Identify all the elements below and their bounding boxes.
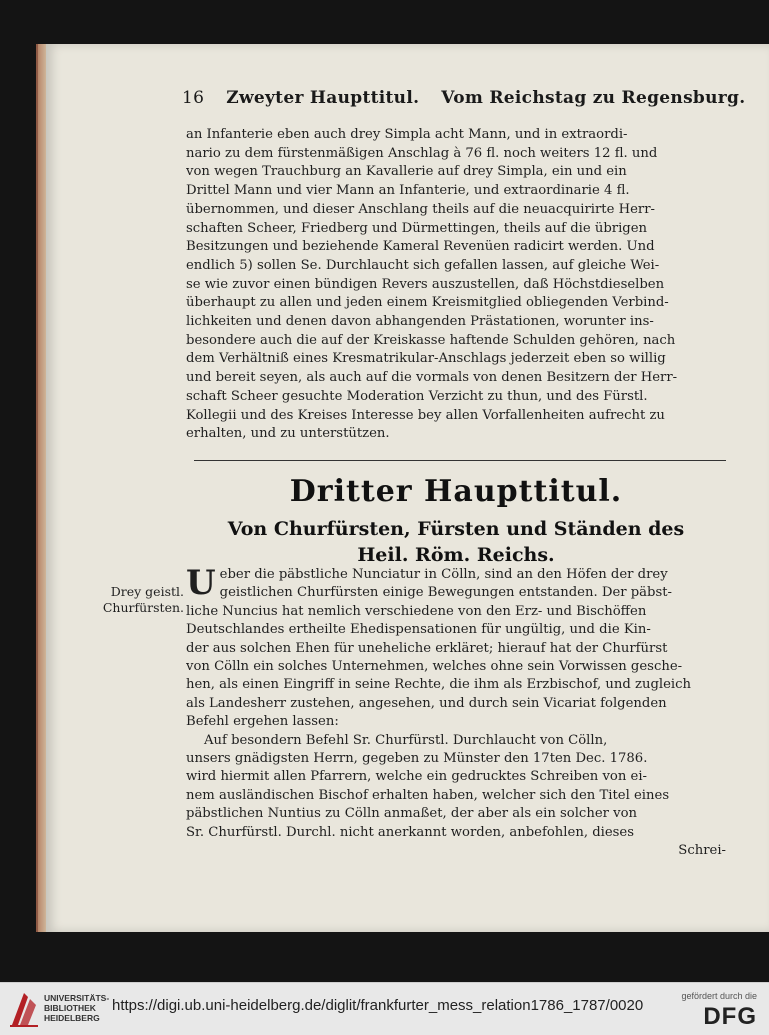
- text-line: überhaupt zu allen und jeden einem Kreismitglied obliegenden Verbind-: [186, 295, 669, 311]
- text-line: an Infanterie eben auch drey Simpla acht Mann, und in extraordi-: [186, 127, 628, 142]
- university-library-logo-icon[interactable]: [8, 989, 40, 1029]
- margin-note-line: Drey geistl.: [110, 584, 184, 599]
- running-head-left: Zweyter Haupttitul.: [226, 88, 420, 108]
- margin-note-line: Churfürsten.: [102, 600, 184, 615]
- funded-by-label: gefördert durch die: [681, 991, 757, 1001]
- section-subtitle: [186, 516, 726, 568]
- text-line: und bereit seyen, als auch auf die vormals von denen Besitzern der Herr-: [186, 370, 678, 386]
- text-line: se wie zuvor einen bündigen Revers auszustellen, daß Höchstdieselben: [186, 276, 665, 292]
- text-line: Deutschlandes ertheilte Ehedispensationen für ungültig, und die Kin-: [186, 622, 651, 638]
- text-line: hen, als einen Eingriff in seine Rechte, die ihm als Erzbischof, und zugleich: [186, 677, 692, 693]
- text-line: Sr. Churfürstl. Durchl. nicht anerkannt worden, anbefohlen, dieses: [186, 824, 635, 840]
- text-line: nem ausländischen Bischof erhalten haben, welcher sich den Titel eines: [186, 787, 670, 803]
- institution-name: UNIVERSITÄTS- BIBLIOTHEK HEIDELBERG: [44, 993, 110, 1023]
- text-line: übernommen, und dieser Anschlang theils auf die neuacquirirte Herr-: [186, 201, 655, 217]
- text-line: endlich 5) sollen Se. Durchlaucht sich gefallen lassen, auf gleiche Wei-: [186, 257, 660, 273]
- body-text-top: [186, 126, 726, 444]
- viewer-footer: [0, 982, 769, 1035]
- text-line: schaften Scheer, Friedberg und Dürmettingen, theils auf die übrigen: [186, 220, 648, 236]
- text-line: päbstlichen Nuntius zu Cölln anmaßet, der aber als ein solcher von: [186, 806, 637, 822]
- book-page: [46, 44, 769, 932]
- text-line: geistlichen Churfürsten einige Bewegungen entstanden. Der päbst-: [219, 585, 673, 601]
- text-line: unsers gnädigsten Herrn, gegeben zu Münster den 17ten Dec. 1786.: [186, 751, 648, 767]
- dfg-logo[interactable]: DFG: [703, 1003, 757, 1030]
- permalink[interactable]: https://digi.ub.uni-heidelberg.de/diglit/frankfurter_mess_relation1786_1787/0020: [112, 997, 644, 1014]
- catchword: Schrei-: [678, 843, 726, 859]
- text-line: der aus solchen Ehen für uneheliche erkläret; hierauf hat der Churfürst: [186, 640, 668, 656]
- text-line: wird hiermit allen Pfarrern, welche ein gedrucktes Schreiben von ei-: [186, 769, 648, 785]
- text-line: Befehl ergehen lassen:: [186, 714, 339, 730]
- drop-cap: U: [186, 563, 216, 603]
- text-line: schaft Scheer gesuchte Moderation Verzicht zu thun, und des Fürstl.: [186, 388, 648, 404]
- text-line: besondere auch die auf der Kreiskasse haftende Schulden gehören, nach: [186, 332, 676, 348]
- text-line: nario zu dem fürstenmäßigen Anschlag à 76 fl. noch weiters 12 fl. und: [186, 145, 658, 161]
- text-line: Drittel Mann und vier Mann an Infanterie, und extraordinarie 4 fl.: [186, 183, 630, 199]
- section-title: Dritter Haupttitul.: [289, 474, 623, 509]
- text-line: liche Nuncius hat nemlich verschiedene von den Erz- und Bischöffen: [186, 603, 647, 619]
- text-line: lichkeiten und denen davon abhangenden Prästationen, worunter ins-: [186, 314, 654, 330]
- body-text-bottom: [186, 563, 726, 861]
- section-subtitle-line: Heil. Röm. Reichs.: [357, 544, 555, 566]
- text-line: eber die päbstliche Nunciatur in Cölln, sind an den Höfen der drey: [219, 567, 668, 582]
- text-line: erhalten, und zu unterstützen.: [186, 426, 390, 442]
- margin-note: [92, 584, 184, 616]
- text-line: als Landesherr zustehen, angesehen, und durch sein Vicariat folgenden: [186, 695, 667, 711]
- section-subtitle-line: Von Churfürsten, Fürsten und Ständen des: [227, 518, 685, 540]
- text-line: von wegen Trauchburg an Kavallerie auf drey Simpla, ein und ein: [186, 164, 627, 180]
- text-line: Auf besondern Befehl Sr. Churfürstl. Durchlaucht von Cölln,: [204, 732, 608, 748]
- section-divider: [194, 460, 726, 461]
- text-line: dem Verhältniß eines Kresmatrikular-Anschlags jederzeit eben so willig: [186, 351, 666, 367]
- text-line: von Cölln ein solches Unternehmen, welches ohne sein Vorwissen gesche-: [186, 659, 683, 675]
- running-head: [182, 88, 746, 108]
- text-line: Kollegii und des Kreises Interesse bey allen Vorfallenheiten aufrecht zu: [186, 407, 665, 423]
- page-number: 16: [182, 88, 205, 108]
- running-head-right: Vom Reichstag zu Regensburg.: [441, 88, 746, 108]
- text-line: Besitzungen und beziehende Kameral Revenüen radicirt werden. Und: [186, 239, 655, 255]
